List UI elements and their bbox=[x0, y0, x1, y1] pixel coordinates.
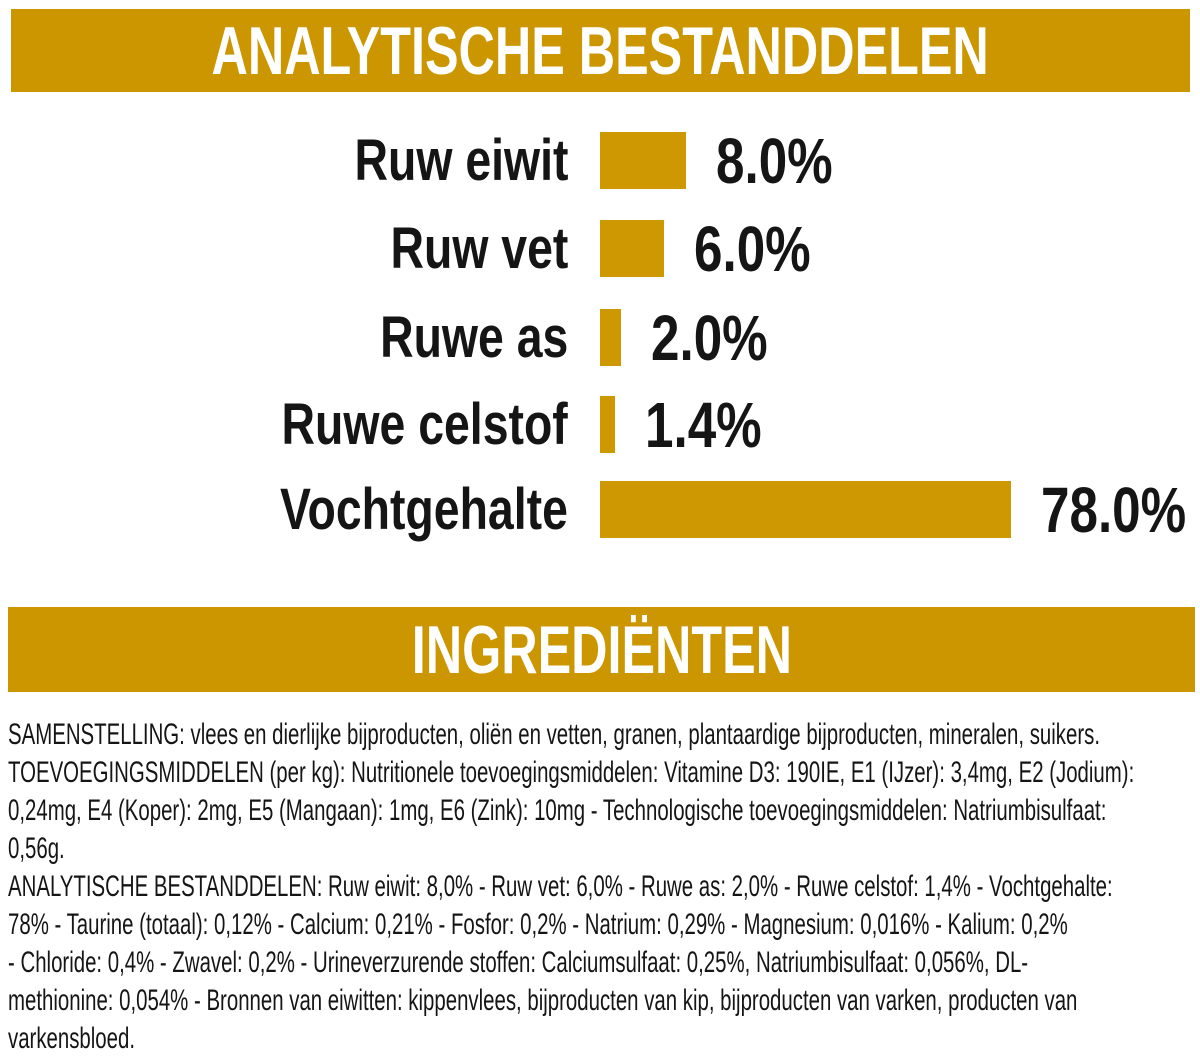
composition-text-line: SAMENSTELLING: vlees en dierlijke bijproducten, oliën en vetten, granen, plantaardige bijproducten, mineralen, suikers. bbox=[8, 718, 1101, 751]
nutrient-row-vochtgehalte bbox=[0, 473, 1200, 546]
nutrient-row-ruwe-as bbox=[0, 301, 1200, 374]
nutrient-bar bbox=[600, 220, 664, 277]
nutrient-label: Ruw vet bbox=[390, 216, 568, 281]
nutrient-value: 2.0% bbox=[651, 301, 768, 374]
nutrient-label: Vochtgehalte bbox=[280, 477, 568, 542]
analytical-text-line: ANALYTISCHE BESTANDDELEN: Ruw eiwit: 8,0% - Ruw vet: 6,0% - Ruwe as: 2,0% - Ruwe celstof: 1,4% - Vochtgehalte: bbox=[8, 870, 1113, 903]
nutrient-row-ruw-vet bbox=[0, 212, 1200, 285]
ingredients-text-block bbox=[8, 716, 1200, 1058]
analytical-text-line: varkensbloed. bbox=[8, 1022, 136, 1055]
nutrient-value: 78.0% bbox=[1041, 473, 1187, 546]
analytical-components-banner bbox=[11, 9, 1190, 92]
additives-text-line: TOEVOEGINGSMIDDELEN (per kg): Nutritionele toevoegingsmiddelen: Vitamine D3: 190IE, E1 (IJzer): 3,4mg, E2 (Jodium): bbox=[8, 756, 1135, 789]
nutrient-label: Ruwe as bbox=[379, 305, 568, 370]
nutrient-row-ruwe-celstof bbox=[0, 388, 1200, 461]
nutrient-value: 1.4% bbox=[645, 388, 762, 461]
ingredients-banner bbox=[8, 607, 1195, 692]
analytical-text-line: 78% - Taurine (totaal): 0,12% - Calcium: 0,21% - Fosfor: 0,2% - Natrium: 0,29% - Magnesium: 0,016% - Kalium: 0,2% bbox=[8, 908, 1068, 941]
nutrient-bar bbox=[600, 481, 1011, 538]
nutrient-bar bbox=[600, 132, 686, 189]
nutrient-label: Ruwe celstof bbox=[281, 392, 568, 457]
additives-text-line: 0,56g. bbox=[8, 832, 65, 865]
nutrient-value: 6.0% bbox=[694, 212, 811, 285]
analytical-components-title: ANALYTISCHE BESTANDDELEN bbox=[211, 12, 990, 89]
ingredients-title: INGREDIËNTEN bbox=[411, 611, 792, 688]
nutrient-label: Ruw eiwit bbox=[354, 128, 568, 193]
additives-text-line: 0,24mg, E4 (Koper): 2mg, E5 (Mangaan): 1mg, E6 (Zink): 10mg - Technologische toevoegingsmiddelen: Natriumbisulfaat: bbox=[8, 794, 1107, 827]
analytical-text-line: methionine: 0,054% - Bronnen van eiwitten: kippenvlees, bijproducten van kip, bijproducten van varken, producten van bbox=[8, 984, 1078, 1017]
analytical-text-line: - Chloride: 0,4% - Zwavel: 0,2% - Urineverzurende stoffen: Calciumsulfaat: 0,25%, Natriumbisulfaat: 0,056%, DL- bbox=[8, 946, 1029, 979]
nutrient-bar bbox=[600, 309, 621, 366]
nutrient-bar bbox=[600, 396, 615, 453]
nutrient-row-ruw-eiwit bbox=[0, 124, 1200, 197]
nutrient-value: 8.0% bbox=[716, 124, 833, 197]
